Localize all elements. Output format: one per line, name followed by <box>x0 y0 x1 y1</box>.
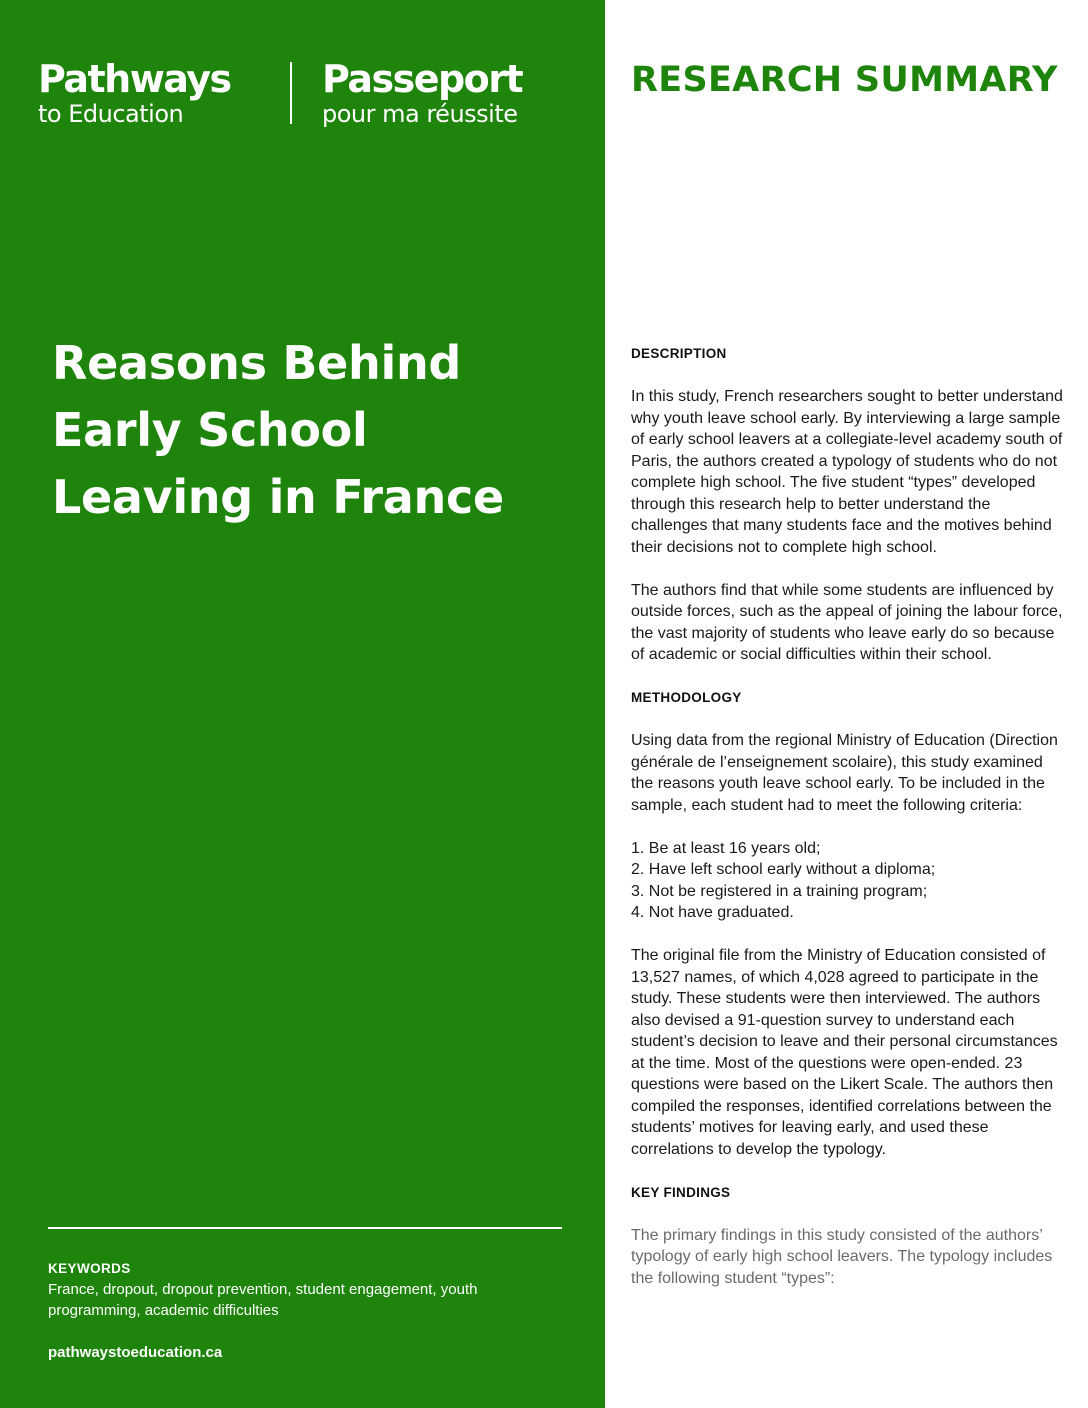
key-findings-heading: KEY FINDINGS <box>631 1184 731 1200</box>
methodology-intro: Using data from the regional Ministry of Education (Direction générale de l’enseignement scolaire), this study examined the reasons youth leave school early. To be included in the sample, each student had to meet the following criteria: <box>631 732 1058 814</box>
website-link[interactable]: pathwaystoeducation.ca <box>48 1344 223 1361</box>
summary-content <box>631 343 1063 1311</box>
research-summary-label: RESEARCH SUMMARY <box>631 60 1058 100</box>
passeport-logo <box>322 57 522 127</box>
pathways-logo <box>38 57 231 127</box>
criteria-item: 3. Not be registered in a training program; <box>631 882 928 900</box>
description-paragraph-2: The authors find that while some students are influenced by outside forces, such as the appeal of joining the labour force, the vast majority of students who leave early do so because of academic or social difficulties within their school. <box>631 581 1063 663</box>
description-heading: DESCRIPTION <box>631 346 727 361</box>
pathways-logo-primary: Pathways <box>38 57 231 101</box>
pathways-logo-secondary: to Education <box>38 100 184 128</box>
keywords-text: France, dropout, dropout prevention, student engagement, youth programming, academic difficulties <box>48 1281 478 1319</box>
title-line-3: Leaving in France <box>52 470 504 524</box>
criteria-item: 4. Not have graduated. <box>631 904 794 921</box>
methodology-heading: METHODOLOGY <box>631 690 742 705</box>
description-paragraph-1: In this study, French researchers sought to better understand why youth leave school early. By interviewing a large sample of early school leavers at a collegiate-level academy south of Paris, the authors created a typology of students who do not complete high school. The five student “types” developed through this research help to better understand the challenges that many students face and the motives behind their decisions not to complete high school. <box>631 388 1063 556</box>
keywords-heading: KEYWORDS <box>48 1261 131 1276</box>
title-line-2: Early School <box>52 403 368 457</box>
document-title <box>52 330 582 531</box>
logo-divider <box>290 62 292 124</box>
title-line-1: Reasons Behind <box>52 336 462 390</box>
passeport-logo-secondary: pour ma réussite <box>322 100 518 128</box>
passeport-logo-primary: Passeport <box>322 57 523 101</box>
keywords-divider <box>48 1227 562 1229</box>
methodology-detail: The original file from the Ministry of Education consisted of 13,527 names, of which 4,028 agreed to participate in the study. These students were then interviewed. The authors also devised a 91-question survey to understand each student’s decision to leave and their personal circumstances at the time. Most of the questions were open-ended. 23 questions were based on the Likert Scale. The authors then compiled the responses, identified correlations between the students’ motives for leaving early, and used these correlations to develop the typology. <box>631 947 1058 1158</box>
criteria-item: 1. Be at least 16 years old; <box>631 839 821 857</box>
criteria-list <box>631 838 1063 924</box>
criteria-item: 2. Have left school early without a diploma; <box>631 861 936 878</box>
key-findings-intro: The primary findings in this study consisted of the authors’ typology of early high school leavers. The typology includes the following student “types”: <box>631 1226 1053 1287</box>
